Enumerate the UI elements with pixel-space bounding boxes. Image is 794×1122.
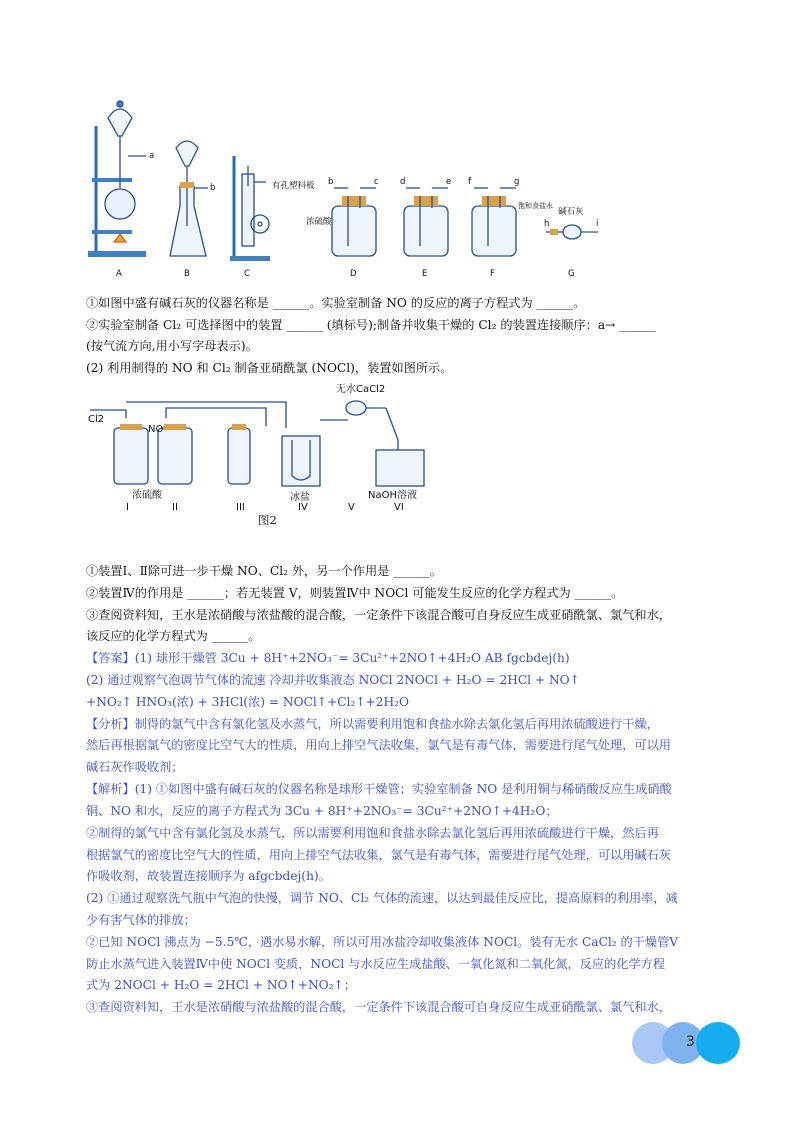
apparatus-a: [88, 101, 146, 257]
label-e: E: [422, 269, 428, 279]
apparatus-g-port-i: i: [596, 219, 599, 229]
q2-part3-cont: 该反应的化学方程式为 ______。: [86, 629, 261, 643]
label-f: F: [490, 269, 495, 279]
analysis-line-1: 【分析】制得的氯气中含有氯化氢及水蒸气，所以需要利用饱和食盐水除去氯化氢后再用浓硫酸进行干燥，: [86, 717, 659, 731]
explanation-line-4: 根据氯气的密度比空气大的性质，用向上排空气法收集，氯气是有毒气体，需要进行尾气处理，可以用碱石灰: [86, 848, 671, 862]
q1-part2: ②实验室制备 Cl₂ 可选择图中的装置 ______ (填标号);制备并收集干燥的 Cl₂ 的装置连接顺序：a→ ______: [86, 318, 656, 332]
page-number: 3: [686, 1034, 695, 1050]
explanation-line-10: 式为 2NOCl + H₂O = 2HCl + NO↑+NO₂↑；: [86, 978, 356, 992]
apparatus-b-port: b: [210, 183, 216, 193]
apparatus-f-liquid: 饱和食盐水: [518, 202, 553, 210]
apparatus-a-port: a: [149, 151, 155, 161]
unit-5: V: [348, 502, 355, 510]
apparatus-f-port-f: f: [468, 177, 471, 187]
unit-1: I: [126, 502, 129, 510]
label-d: D: [350, 269, 357, 279]
explanation-line-9: 防止水蒸气进入装置Ⅳ中使 NOCl 变质，NOCl 与水反应生成盐酸、一氧化氮和二氧化氮，反应的化学方程: [86, 957, 666, 971]
explanation-line-11: ③查阅资料知，王水是浓硝酸与浓盐酸的混合酸，一定条件下该混合酸可自身反应生成亚硝酰氯、氯气和水，: [86, 1000, 671, 1014]
apparatus-f: [472, 188, 516, 256]
answer-line-1: 【答案】(1) 球形干燥管 3Cu + 8H⁺+2NO₃⁻= 3Cu²⁺+2NO↑+4H₂O AB fgcbdej(h): [86, 651, 570, 665]
label-g: G: [568, 269, 575, 279]
q2-part3: ③查阅资料知，王水是浓硝酸与浓盐酸的混合酸，一定条件下该混合酸可自身反应生成亚硝酰氯、氯气和水，: [86, 608, 671, 622]
explanation-line-1: 【解析】(1) ①如图中盛有碱石灰的仪器名称是球形干燥管；实验室制备 NO 是利用铜与稀硝酸反应生成硝酸: [86, 782, 672, 796]
apparatus-e: [404, 188, 448, 256]
answer-line-3: +NO₂↑ HNO₃(浓) + 3HCl(浓) = NOCl↑+Cl₂↑+2H₂O: [86, 695, 410, 709]
figure-2-caption: 图2: [258, 513, 277, 527]
label-naoh: NaOH溶液: [368, 490, 417, 501]
apparatus-g: [546, 225, 598, 239]
apparatus-g-port-h: h: [544, 219, 550, 229]
apparatus-e-port-e: e: [446, 177, 452, 187]
explanation-line-5: 作吸收剂，故装置连接顺序为 afgcbdej(h)。: [86, 869, 331, 883]
q1-part2-cont: (按气流方向,用小写字母表示)。: [86, 339, 258, 353]
explanation-line-8: ②已知 NOCl 沸点为 −5.5℃，遇水易水解，所以可用冰盐冷却收集液体 NOCl。装有无水 CaCl₂ 的干燥管Ⅴ: [86, 935, 679, 949]
apparatus-d: [332, 188, 376, 256]
apparatus-d-liquid: 浓硫酸: [306, 217, 332, 227]
analysis-line-2: 然后再根据氯气的密度比空气大的性质，用向上排空气法收集，氯气是有毒气体，需要进行尾气处理，可以用: [86, 738, 671, 752]
explanation-line-7: 少有害气体的排放；: [86, 913, 196, 927]
explanation-line-2: 铜、NO 和水，反应的离子方程式为 3Cu + 8H⁺+2NO₃⁻= 3Cu²⁺+2NO↑+4H₂O；: [86, 804, 558, 818]
unit-2: II: [172, 502, 178, 510]
label-b: B: [184, 269, 190, 279]
label-h2so4: 浓硫酸: [132, 490, 162, 501]
apparatus-g-label: 碱石灰: [558, 207, 584, 217]
label-no: NO: [148, 424, 164, 435]
label-c: C: [244, 269, 250, 279]
unit-3: III: [236, 502, 245, 510]
apparatus-figure-2: [86, 380, 446, 510]
apparatus-c: [230, 156, 270, 261]
q2-part2: ②装置Ⅳ的作用是 ______；若无装置 V，则装置Ⅳ中 NOCl 可能发生反应的化学方程式为 ______。: [86, 586, 624, 600]
badge-circle-3: [696, 1022, 740, 1064]
analysis-line-3: 碱石灰作吸收剂；: [86, 760, 184, 774]
apparatus-d-port-c: c: [374, 177, 379, 187]
q2-part1: ①装置Ⅰ、Ⅱ除可进一步干燥 NO、Cl₂ 外，另一个作用是 ______。: [86, 564, 442, 578]
apparatus-b: [170, 141, 208, 256]
unit-4: IV: [298, 502, 308, 510]
q2-intro: (2) 利用制得的 NO 和 Cl₂ 制备亚硝酰氯 (NOCl)，装置如图所示。: [86, 361, 453, 375]
page-number-badge: [632, 1022, 750, 1064]
answer-line-2: (2) 通过观察气泡调节气体的流速 冷却并收集液态 NOCl 2NOCl + H₂O = 2HCl + NO↑: [86, 673, 580, 687]
explanation-line-6: (2) ①通过观察洗气瓶中气泡的快慢，调节 NO、Cl₂ 气体的流速，以达到最佳反应比，提高原料的利用率，减: [86, 891, 678, 905]
apparatus-c-note: 有孔塑料板: [272, 181, 315, 191]
label-a: A: [116, 269, 122, 279]
explanation-line-3: ②制得的氯气中含有氯化氢及水蒸气，所以需要利用饱和食盐水除去氯化氢后再用浓硫酸进行干燥，然后再: [86, 826, 659, 840]
apparatus-figure-1: [84, 96, 624, 286]
label-cl2: Cl2: [88, 414, 105, 425]
q1-part1: ①如图中盛有碱石灰的仪器名称是 ______。实验室制备 NO 的反应的离子方程式为 ______。: [86, 296, 586, 310]
apparatus-f-port-g: g: [514, 177, 520, 187]
apparatus-e-port-d: d: [400, 177, 406, 187]
apparatus-d-port-b: b: [328, 177, 334, 187]
label-ice: 冰盐: [290, 492, 310, 503]
label-cacl2: 无水CaCl2: [336, 384, 386, 395]
unit-6: VI: [394, 502, 404, 510]
